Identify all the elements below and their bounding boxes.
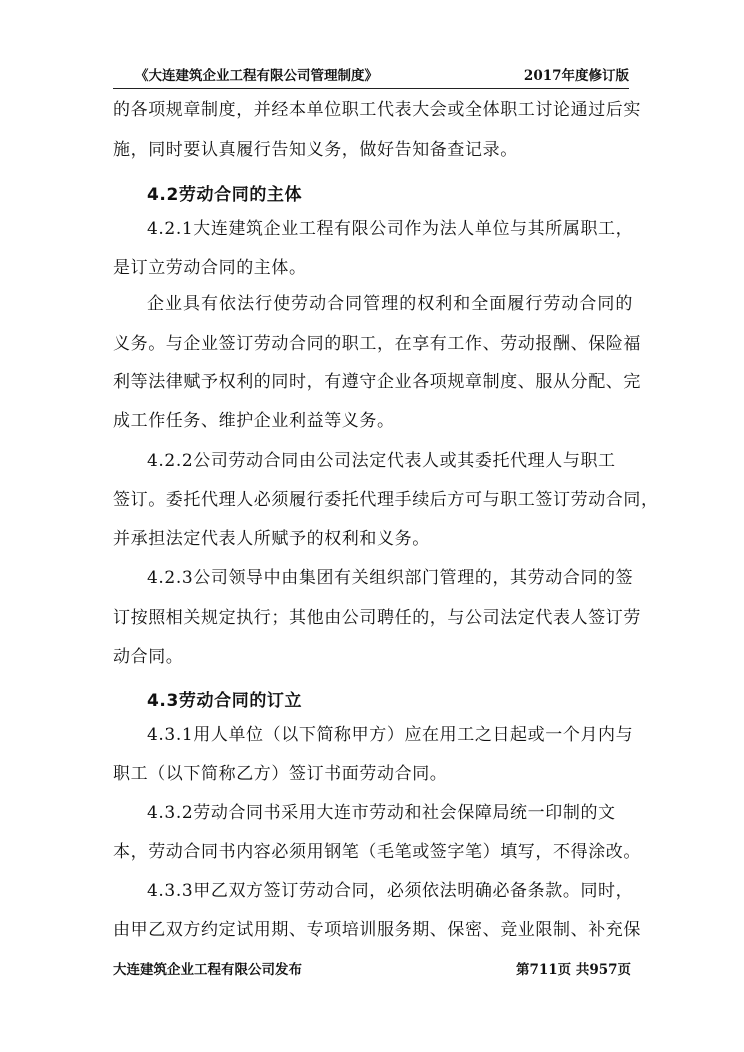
paragraph-line: 成工作任务、维护企业利益等义务。 — [113, 411, 395, 431]
footer-publisher: 大连建筑企业工程有限公司发布 — [113, 962, 302, 978]
paragraph-line: 4.2.3公司领导中由集团有关组织部门管理的，其劳动合同的签 — [147, 568, 634, 588]
section-heading-4-3: 4.3劳动合同的订立 — [147, 691, 303, 711]
paragraph-line: 是订立劳动合同的主体。 — [113, 258, 307, 278]
paragraph-line: 企业具有依法行使劳动合同管理的权利和全面履行劳动合同的 — [147, 294, 633, 314]
header-title: 《大连建筑企业工程有限公司管理制度》 — [135, 68, 378, 84]
paragraph-line: 由甲乙双方约定试用期、专项培训服务期、保密、竞业限制、补充保 — [113, 920, 641, 940]
paragraph-line: 职工（以下简称乙方）签订书面劳动合同。 — [113, 764, 448, 784]
paragraph-line: 4.2.2公司劳动合同由公司法定代表人或其委托代理人与职工 — [147, 451, 616, 471]
page-header — [113, 66, 629, 89]
paragraph-line: 利等法律赋予权利的同时，有遵守企业各项规章制度、服从分配、完 — [113, 372, 641, 392]
paragraph-line: 的各项规章制度，并经本单位职工代表大会或全体职工讨论通过后实 — [113, 100, 641, 120]
paragraph-line: 动合同。 — [113, 647, 184, 667]
paragraph-line: 4.3.1用人单位（以下简称甲方）应在用工之日起或一个月内与 — [147, 725, 634, 745]
paragraph-line: 4.3.2劳动合同书采用大连市劳动和社会保障局统一印制的文 — [147, 803, 616, 823]
footer-page-number: 第711页 共957页 — [516, 962, 632, 978]
paragraph-line: 订按照相关规定执行；其他由公司聘任的，与公司法定代表人签订劳 — [113, 608, 641, 628]
header-edition: 2017年度修订版 — [523, 68, 629, 84]
paragraph-line: 义务。与企业签订劳动合同的职工，在享有工作、劳动报酬、保险福 — [113, 334, 641, 354]
paragraph-line: 签订。委托代理人必须履行委托代理手续后方可与职工签订劳动合同， — [113, 490, 659, 510]
paragraph-line: 4.3.3甲乙双方签订劳动合同，必须依法明确必备条款。同时， — [147, 881, 634, 901]
paragraph-line: 并承担法定代表人所赋予的权利和义务。 — [113, 529, 430, 549]
section-heading-4-2: 4.2劳动合同的主体 — [147, 185, 303, 205]
paragraph-line: 施，同时要认真履行告知义务，做好告知备查记录。 — [113, 140, 518, 160]
paragraph-line: 4.2.1大连建筑企业工程有限公司作为法人单位与其所属职工， — [147, 219, 634, 239]
paragraph-line: 本，劳动合同书内容必须用钢笔（毛笔或签字笔）填写，不得涂改。 — [113, 842, 641, 862]
